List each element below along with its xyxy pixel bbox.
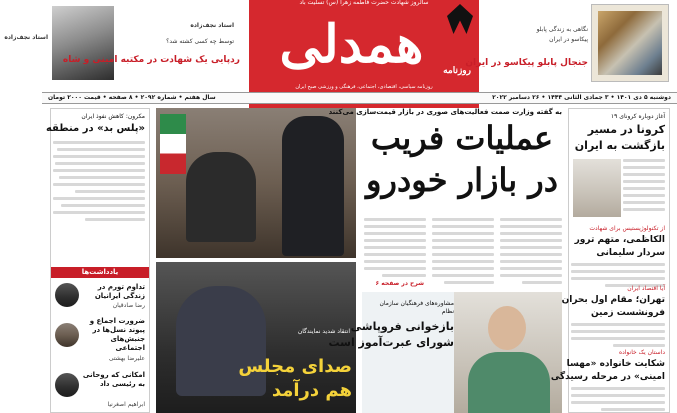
story-2-headline-2[interactable]: سردار سلیمانی — [596, 248, 665, 258]
standing-figure — [282, 116, 344, 256]
portrait-photo — [52, 6, 114, 80]
right-top-photo — [573, 159, 621, 217]
notes-section-title: یادداشت‌ها — [51, 267, 149, 278]
interview-photo — [454, 292, 562, 413]
story-3-body — [571, 323, 665, 347]
right-corner-caption-sub: پیکاسو در ایران — [549, 36, 588, 43]
right-corner-caption: نگاهی به زندگی پابلو — [536, 26, 588, 33]
right-top-headline-1[interactable]: کرونا در مسیر — [587, 123, 665, 136]
note-3-title[interactable]: امکانی که روحانی به رئیسی داد — [82, 371, 145, 388]
masthead-logo-prefix: روزنامه — [443, 66, 471, 76]
issue-info: سال هفتم • شماره ۲۰۹۲ • ۸ صفحه • قیمت ۲۰۰۰ تومان — [48, 94, 216, 101]
author-2-photo — [55, 323, 79, 347]
interviewee-head — [488, 306, 526, 350]
interview-block — [328, 292, 562, 413]
story-2-headline-1[interactable]: الکاظمی، متهم ترور — [574, 235, 665, 245]
main-headline-1[interactable]: عملیات فریب — [370, 119, 554, 157]
right-top-kicker: آغاز دوباره کرونای ۱۹ — [610, 113, 665, 120]
interview-kicker: مشاوره‌های فرهنگیان سازمان نظام — [379, 300, 454, 315]
masthead-top-line: سالروز شهادت حضرت فاطمه زهرا (س) تسلیت باد — [299, 0, 429, 6]
main-kicker: به گفته وزارت صمت فعالیت‌های صوری در بازار قیمت‌سازی می‌کنند — [328, 108, 562, 116]
seated-figure — [186, 152, 256, 242]
story-4-kicker: داستان یک خانواده — [618, 349, 665, 356]
story-2-kicker: از تکنولوژیستیس برای شهادت — [589, 225, 665, 232]
main-body-columns — [364, 218, 562, 288]
parliament-caption: انتقاد شدید نمایندگان — [297, 328, 350, 335]
left-top-kicker: مکرون: کاهش نفوذ ایران — [81, 113, 145, 120]
left-corner-headline: ردپایی یک شهادت در مکتبه امینی و شاه — [62, 55, 240, 65]
left-corner-top: استاد نجف‌زاده — [190, 22, 234, 29]
right-corner-feature[interactable] — [591, 4, 669, 82]
parliament-top-photo — [156, 108, 356, 258]
right-top-headline-2[interactable]: بازگشت به ایران — [574, 139, 665, 152]
note-1-title[interactable]: تداوم تورم در زندگی ایرانیان — [94, 283, 145, 300]
masthead-tagline: روزنامه سیاسی، اقتصادی، اجتماعی، فرهنگی و ورزشی صبح ایران — [295, 84, 433, 90]
interview-headline-2[interactable]: شورای عبرت‌آموز است — [328, 336, 454, 349]
note-2-title[interactable]: ضرورت اجماع و پیوند نسل‌ها در جنبش‌های اجتماعی — [89, 317, 145, 352]
issue-date: دوشنبه ۵ دی ۱۴۰۱ • ۳ جمادی الثانی ۱۴۴۴ • ۲۶ دسامبر ۲۰۲۲ — [492, 94, 671, 101]
right-corner-headline: جنجال پابلو پیکاسو در ایران — [465, 58, 588, 68]
flag-shape — [160, 114, 186, 174]
story-2-body — [571, 263, 665, 287]
story-3-headline-1[interactable]: تهران؛ مقام اول بحران — [561, 295, 665, 305]
masthead-logo: همدلی — [279, 14, 424, 75]
parliament-headline-1[interactable]: صدای مجلس — [238, 356, 352, 377]
painting-image — [598, 11, 662, 75]
left-corner-caption: استاد نجف‌زاده — [4, 34, 48, 41]
date-bar — [42, 92, 677, 104]
left-column — [45, 108, 150, 413]
interviewee-body — [468, 352, 550, 413]
note-3-author: ابراهیم اصغرنیا — [107, 401, 145, 408]
story-3-kicker: آیا اقتصاد ایران — [627, 285, 665, 292]
story-4-body — [571, 387, 665, 411]
note-1-author: رضا صادقیان — [112, 302, 145, 309]
story-4-headline-1[interactable]: شکایت خانواده «مهسا — [566, 359, 665, 369]
parliament-headline-2[interactable]: هم درآمد — [271, 380, 352, 401]
right-column — [550, 108, 670, 413]
right-top-body — [623, 159, 665, 215]
left-top-body — [53, 141, 145, 225]
interview-headline-1[interactable]: بازخوانی فروپاشی — [350, 320, 454, 333]
main-more-link[interactable]: شرح در صفحه ۶ — [375, 280, 424, 287]
author-3-photo — [55, 373, 79, 397]
left-top-headline[interactable]: «پلس بد» در منطقه — [45, 123, 145, 134]
note-2-author: علیرضا بهشتی — [108, 355, 145, 362]
story-3-headline-2[interactable]: فرونشست زمین — [591, 308, 665, 318]
left-corner-caption-sub: توسط چه کسی کشته شد؟ — [166, 38, 234, 45]
story-4-headline-2[interactable]: امینی» در مرحله رسیدگی — [550, 372, 665, 382]
author-1-photo — [55, 283, 79, 307]
main-headline-2[interactable]: در بازار خودرو — [366, 161, 558, 199]
